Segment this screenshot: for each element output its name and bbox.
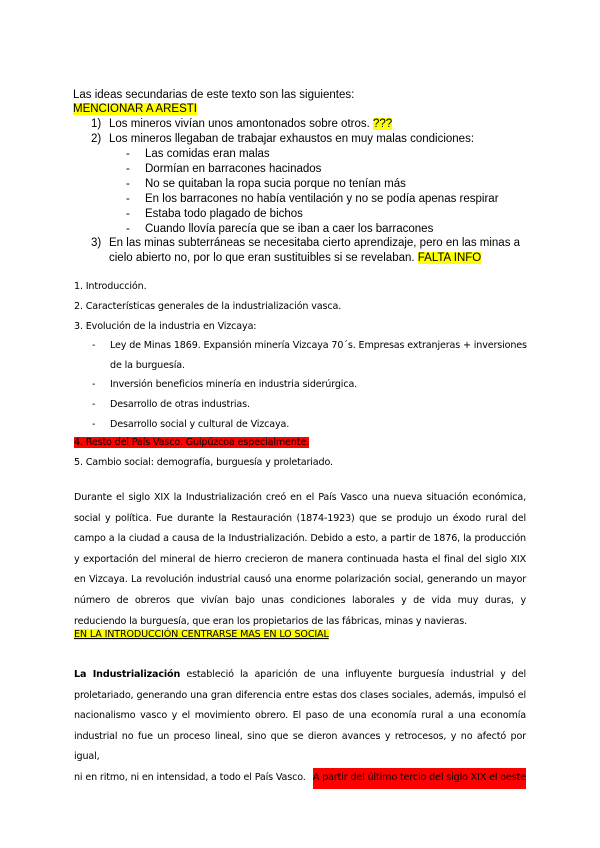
outline-sub-3: Desarrollo de otras industrias. (110, 399, 250, 410)
paragraph-1-line: en Vizcaya. La revolución industrial causó una enorme polarización social, generando un mayor (74, 574, 526, 586)
idea-2-subitem: Cuando llovía parecía que se iban a caer los barracones (145, 223, 434, 235)
outline-item-3: 3. Evolución de la industria en Vizcaya: (74, 321, 257, 332)
idea-2-subitem: En los barracones no había ventilación y no se podía apenas respirar (145, 193, 499, 205)
idea-1-number: 1) (91, 118, 102, 130)
idea-3-line2-text: cielo abierto no, por lo que eran sustituibles si se revelaban. (109, 252, 415, 264)
idea-2-subitem: Las comidas eran malas (145, 148, 270, 160)
outline-sub-2: Inversión beneficios minería en industria siderúrgica. (110, 379, 358, 390)
note-aresti (73, 102, 197, 117)
dash-icon: - (92, 419, 96, 430)
paragraph-2-last-line (74, 768, 526, 789)
idea-3-number: 3) (91, 237, 102, 249)
dash-icon: - (92, 340, 96, 351)
idea-2-subitem: Estaba todo plagado de bichos (145, 208, 303, 220)
idea-2-text: Los mineros llegaban de trabajar exhaustos en muy malas condiciones: (109, 133, 475, 145)
dash-icon: - (126, 148, 130, 160)
outline-item-2: 2. Características generales de la industrialización vasca. (74, 301, 342, 312)
dash-icon: - (126, 223, 130, 235)
idea-2-number: 2) (91, 133, 102, 145)
idea-3-line1: En las minas subterráneas se necesitaba cierto aprendizaje, pero en las minas a (109, 237, 521, 249)
dash-icon: - (126, 178, 130, 190)
dash-icon: - (92, 399, 96, 410)
paragraph-2-last-plain: ni en ritmo, ni en intensidad, a todo el País Vasco. (74, 771, 306, 783)
paragraph-2-lead: La Industrialización (74, 669, 181, 680)
outline-sub-4: Desarrollo social y cultural de Vizcaya. (110, 419, 290, 430)
intro-heading: Las ideas secundarias de este texto son las siguientes: (73, 89, 355, 101)
idea-1 (109, 117, 392, 132)
outline-item-4-highlight: 4. Resto del País Vasco. Guipúzcoa especialmente. (74, 437, 309, 448)
idea-3-tag: FALTA INFO (417, 252, 482, 264)
paragraph-1 (74, 488, 526, 632)
dash-icon: - (92, 379, 96, 390)
idea-2-subitem: Dormían en barracones hacinados (145, 163, 322, 175)
paragraph-2 (74, 665, 526, 789)
idea-2-subitem: No se quitaban la ropa sucia porque no tenían más (145, 178, 406, 190)
paragraph-2-line: nacionalismo vasco y el movimiento obrero. El paso de una economía rural a una economía (74, 710, 526, 722)
outline-item-4 (74, 435, 309, 450)
paragraph-1-line: número de obreros que vivían bajo unas condiciones laborales y de vida muy duras, y (74, 594, 526, 606)
paragraph-1-line: campo a la ciudad a causa de la Industrialización. Debido a esto, a partir de 1876, la producción (74, 533, 526, 545)
idea-1-text: Los mineros vivían unos amontonados sobre otros. (109, 118, 370, 130)
paragraph-2-line (74, 665, 526, 686)
paragraph-2-last-highlight: A partir del último tercio del siglo XIX el oeste (313, 768, 526, 789)
paragraph-1-line: social y política. Fue durante la Restauración (1874-1923) que se produjo un éxodo rural del (74, 512, 526, 524)
note-intro-highlight: EN LA INTRODUCCIÓN CENTRARSE MAS EN LO SOCIAL (74, 629, 329, 640)
dash-icon: - (126, 163, 130, 175)
outline-item-5: 5. Cambio social: demografía, burguesía y proletariado. (74, 457, 333, 468)
outline-item-1: 1. Introducción. (74, 281, 147, 292)
note-intro (74, 627, 329, 642)
paragraph-2-line: industrial no fue un proceso lineal, sino que se dieron avances y retrocesos, y no afectó por igual, (74, 730, 526, 763)
idea-3-line2 (109, 251, 481, 266)
paragraph-1-line: Durante el siglo XIX la Industrialización creó en el País Vasco una nueva situación económica, (74, 492, 526, 503)
outline-sub-1-line1: Ley de Minas 1869. Expansión minería Vizcaya 70´s. Empresas extranjeras + inversiones (110, 340, 527, 351)
idea-1-tag: ??? (373, 118, 393, 130)
paragraph-1-line: y exportación del mineral de hierro crecieron de manera continuada hasta el final del siglo XIX (74, 553, 526, 565)
dash-icon: - (126, 193, 130, 205)
paragraph-1-line: reduciendo la burguesía, que eran los propietarios de las fábricas, minas y navieras. (74, 615, 467, 627)
note-aresti-highlight: MENCIONAR A ARESTI (73, 103, 197, 115)
outline-sub-1-line2: de la burguesía. (110, 360, 185, 371)
dash-icon: - (126, 208, 130, 220)
paragraph-2-line: proletariado, generando una gran diferencia entre estas dos clases sociales, además, impulsó el (74, 689, 526, 701)
paragraph-2-line1-rest: estableció la aparición de una influyente burguesía industrial y del (180, 669, 526, 680)
